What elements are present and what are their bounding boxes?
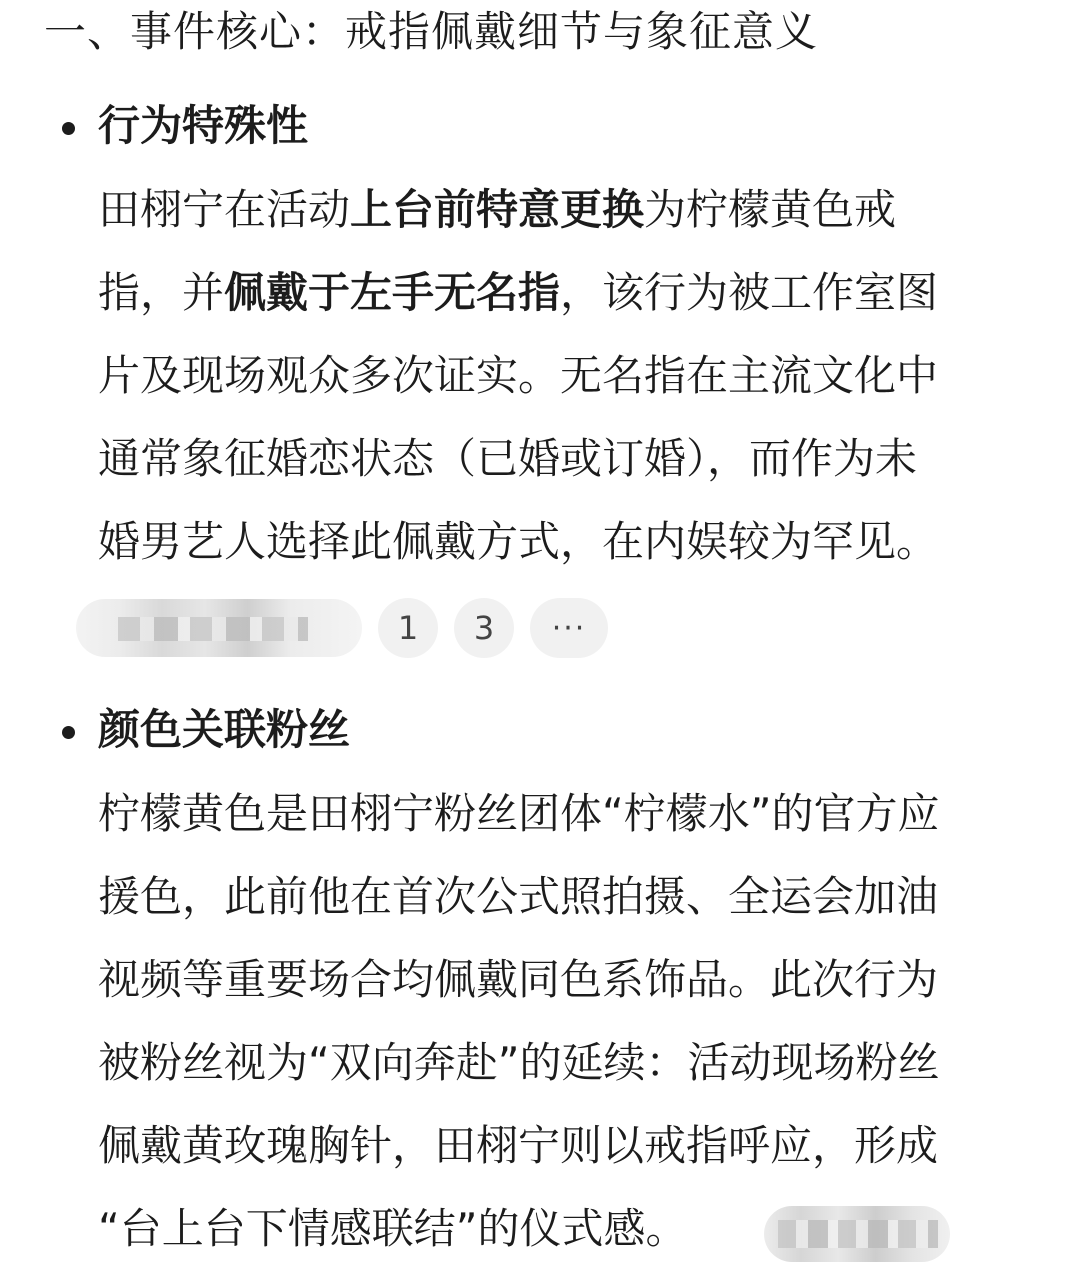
text-segment: 指，并 — [98, 268, 225, 317]
paragraph-line — [98, 251, 998, 334]
paragraph-line — [98, 334, 998, 417]
paragraph-line — [98, 1021, 998, 1104]
paragraph-line — [98, 168, 998, 251]
text-segment: 被粉丝视为“双向奔赴”的延续：活动现场粉丝 — [98, 1038, 940, 1087]
citation-row — [76, 598, 608, 658]
paragraph-line — [98, 855, 998, 938]
text-segment: 视频等重要场合均佩戴同色系饰品。此次行为 — [98, 955, 939, 1004]
text-segment: “台上台下情感联结”的仪式感。 — [98, 1204, 688, 1253]
paragraph-line — [98, 938, 998, 1021]
bullet-dot — [62, 122, 75, 135]
text-segment: 援色，此前他在首次公式照拍摄、全运会加油 — [98, 872, 939, 921]
paragraph-line — [98, 500, 998, 583]
bold-text: 佩戴于左手无名指 — [224, 268, 561, 317]
paragraph-behavior — [98, 168, 998, 583]
paragraph-line — [98, 772, 998, 855]
bullet-dot — [62, 726, 75, 739]
citation-source-blurred[interactable] — [764, 1206, 950, 1262]
text-segment: 婚男艺人选择此佩戴方式，在内娱较为罕见。 — [98, 517, 939, 566]
bullet-title-behavior: 行为特殊性 — [98, 101, 309, 150]
text-segment: 片及现场观众多次证实。无名指在主流文化中 — [98, 351, 939, 400]
section-heading: 一、事件核心：戒指佩戴细节与象征意义 — [44, 7, 819, 56]
text-segment: 为柠檬黄色戒 — [644, 185, 897, 234]
text-segment: 佩戴黄玫瑰胸针，田栩宁则以戒指呼应，形成 — [98, 1121, 939, 1170]
text-segment: 柠檬黄色是田栩宁粉丝团体“柠檬水”的官方应 — [98, 789, 940, 838]
paragraph-line — [98, 1104, 998, 1187]
citation-chip[interactable]: 3 — [454, 598, 514, 658]
more-citations-button[interactable]: ··· — [530, 598, 608, 658]
paragraph-color — [98, 772, 998, 1270]
citation-source-blurred[interactable] — [76, 599, 362, 657]
bullet-title-color: 颜色关联粉丝 — [98, 705, 351, 754]
paragraph-line — [98, 417, 998, 500]
text-segment: 田栩宁在活动 — [98, 185, 351, 234]
bold-text: 上台前特意更换 — [350, 185, 645, 234]
citation-chip[interactable]: 1 — [378, 598, 438, 658]
text-segment: ，该行为被工作室图 — [560, 268, 939, 317]
text-segment: 通常象征婚恋状态（已婚或订婚），而作为未 — [98, 434, 918, 483]
